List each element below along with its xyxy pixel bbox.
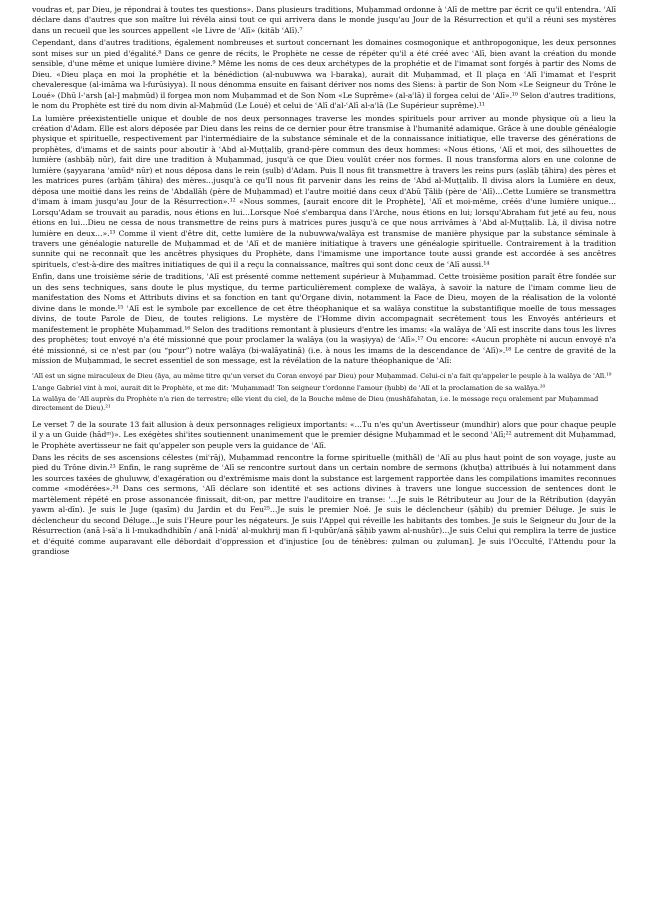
paragraph-ascension: Dans les récits de ses ascensions célestes (miʿrāj), Muḥammad rencontre la forme spirituelle (mithāl) de ʿAlī au plus haut point de son voyage, juste au pied du Trône divin.²³ Enfin, le rang suprême de ʿAlī se rencontre surtout dans un certain nombre de sermons (khuṭba) attribués à lui notamment dans les sources taxées de ghuluww, d'exagération ou d'extrémisme mais dont la substance est largement rapportée dans les compilations imamites reconnues comme «modérées».²⁴ Dans ces sermons, ʿAlī déclare son identité et ses actions divines à travers une longue succession de sentences dont le martèlement répété en prose assonancée finissait, dit-on, par mettre l'auditoire en transe: '…Je suis le Rétributeur au Jour de la Rétribution (dayyān yawm al-dīn). Je suis le Juge (qasīm) du Jardin et du Feu²⁵…Je suis le premier Noé. Je suis le déclencheur (ṣāḥib) du premier Déluge. Je suis le déclencheur du second Déluge…Je suis l'Heure pour les négateurs. Je suis l'Appel qui réveille les habitants des tombes. Je suis le Seigneur du Jour de la Résurrection (anā l-sāʿa li l-mukadhdhibīn / anā l-nidāʾ al-mukhrij man fī l-qubūr/anā ṣāḥib yawm al-nushūr)…Je suis Celui qui remplira la terre de justice et d'équité comme auparavant elle débordait d'oppression et d'injustice [ou de ténèbres: ẓulman ou ẓuluman]. Je suis l'Occulté, l'Attendu pour la grandiose xyxy=(32,452,616,557)
quote-sign: ʿAlī est un signe miraculeux de Dieu (āya, au même titre qu'un verset du Coran envoyé par Dieu) pour Muḥammad. Celui-ci n'a fait qu'appeler le peuple à la walāya de ʿAlī.¹⁹ xyxy=(32,372,612,381)
paragraph-opening: voudras et, par Dieu, je répondrai à toutes tes questions». Dans plusieurs traditions, Muḥammad ordonne à ʿAlī de mettre par écrit ce qu'il entendra. ʿAlī déclare dans d'autres que son maître lui révéla ainsi tout ce qui arrivera dans le monde jusqu'au Jour de la Résurrection et qu'il a réuni ses mystères dans un recueil que les sources appellent «le Livre de ʿAlī» (kitāb ʿAlī).⁷ xyxy=(32,5,616,35)
paragraph-verse: Le verset 7 de la sourate 13 fait allusion à deux personnages religieux importants: «…Tu n'es qu'un Avertisseur (mundhir) alors que pour chaque peuple il y a un Guide (hādᶦⁿ)». Les exégètes shi'ites soutiennent unanimement que le premier désigne Muḥammad et le second ʿAlī;²² autrement dit Muḥammad, le Prophète avertisseur ne fait qu'appeler son peuple vers la guidance de ʿAlī. xyxy=(32,419,616,450)
paragraph-equality: Cependant, dans d'autres traditions, également nombreuses et surtout concernant les domaines cosmogonique et anthropogonique, les deux personnes sont mises sur un pied d'égalité.⁸ Dans ce genre de récits, le Prophète ne cesse de répéter qu'il a été créé avec ʿAlī, bien avant la création du monde sensible, d'une même et unique lumière divine.⁹ Même les noms de ces deux archétypes de la prophétie et de l'imamat sont forgés à partir des Noms de Dieu. «Dieu plaça en moi la prophétie et la bénédiction (al-nubuwwa wa l-baraka), aurait dit Muḥammad, et Il plaça en ʿAlī l'imamat et l'esprit chevaleresque (al-imāma wa l-furūsiyya). Il nous dénomma ensuite en faisant dériver nos noms des Siens: à partir de Son Nom «Le Seigneur du Trône le Loué» (Dhū l-ʿarsh [al-] maḥmūd) il forgea mon nom Muḥammad et de Son Nom «Le Suprême» (al-aʿlā) il forgea celui de ʿAlī».¹⁰ Selon d'autres traditions, le nom du Prophète est tiré du nom divin al-Maḥmūd (Le Loué) et celui de ʿAlī d'al-ʿAlī al-aʿlā (Le Supérieur suprême).¹¹ xyxy=(32,38,616,111)
document-page xyxy=(32,5,616,913)
quote-block xyxy=(32,372,616,413)
quote-walaya: La walāya de ʿAlī auprès du Prophète n'a rien de terrestre; elle vient du ciel, de la Bouche même de Dieu (mushāfahatan, i.e. le message reçu oralement par Muḥammad directement de Dieu).²¹ xyxy=(32,395,599,413)
paragraph-light: La lumière préexistentielle unique et double de nos deux personnages traverse les mondes spirituels pour arriver au monde physique où a lieu la création d'Adam. Elle est alors déposée par Dieu dans les reins de ce dernier pour être transmise à l'humanité adamique. Grâce à une double généalogie physique et spirituelle, respectivement par l'intermédiaire de la substance séminale et de la connaissance initiatique, elle traverse des générations de prophètes, d'imams et de saints pour aboutir à ʿAbd al-Muṭṭalib, grand-père commun des deux hommes: «Nous étions, ʿAlī et moi, des silhouettes de lumière (ashbāḥ nūr), fait dire une tradition à Muḥammad, jusqu'à ce que Dieu voulût créer nos formes. Il nous transforma alors en une colonne de lumière (ṣayyarana ʿamūdᵃ nūr) et nous déposa dans le rein (ṣulb) d'Adam. Puis Il nous fit transmettre à travers les reins purs (aṣlāb ṭāhira) des pères et les matrices pures (arḥām ṭāhira) des mères…jusqu'à ce qu'Il nous fit parvenir dans les reins de ʿAbd al-Muṭṭalib. Il divisa alors la Lumière en deux, déposa une moitié dans les reins de ʿAbdallāh (père de Muḥammad) et l'autre moitié dans ceux d'Abū Ṭālib (père de ʿAlī)…Cette Lumière se transmettra d'imam à imam jusqu'au Jour de la Résurrection».¹² «Nous sommes, [aurait encore dit le Prophète], ʿAlī et moi-même, créés d'une lumière unique… Lorsqu'Adam se trouvait au paradis, nous étions en lui…Lorsque Noé s'embarqua dans l'Arche, nous étions en lui; lorsqu'Abraham fut jeté au feu, nous étions en lui…Dieu ne cessa de nous transmettre de reins purs à matrices pures jusqu'à ce que nous arrivâmes à ʿAbd al-Muṭṭalib. Là, il divisa notre lumière en deux…».¹³ Comme il vient d'être dit, cette lumière de la nubuwwa/walāya est transmise de manière physique par la substance séminale à travers une généalogie naturelle de Muḥammad et de ʿAlī et de manière initiatique à travers une généalogie spirituelle. Contrairement à la tradition sunnite qui ne reconnaît que les ancêtres physiques du Prophète, dans l'imamisme une importance toute aussi grande est accordée à ses ancêtres spirituels, c'est-à-dire des maîtres initiatiques de qui il a reçu la connaissance, maîtres qui sont donc ceux de ʿAlī aussi.¹⁴ xyxy=(32,113,616,269)
paragraph-superiority: Enfin, dans une troisième série de traditions, ʿAlī est présenté comme nettement supérieur à Muḥammad. Cette troisième position paraît être fondée sur un des sens techniques, sans doute le plus mystique, du terme particulièrement complexe de walāya, à savoir la nature de l'imam comme lieu de manifestation des Noms et Attributs divins et sa fonction en tant qu'Organe divin, notamment la Face de Dieu, moyen de la réalisation de la volonté divine dans le monde.¹⁵ ʿAlī est le symbole par excellence de cet être théophanique et sa walāya constitue la substantifique moelle de tous messages divins, de toute Parole de Dieu, de toutes religions. Le mystère de l'Homme divin accompagnait secrètement tous les Envoyés antérieurs et manifestement le prophète Muḥammad.¹⁶ Selon des traditions remontant à plusieurs d'entre les imams: «la walāya de ʿAlī est inscrite dans tous les livres des prophètes; tout envoyé n'a été missionné que pour proclamer la walāya (ou la waṣiyya) de ʿAlī».¹⁷ Ou encore: «Aucun prophète ni aucun envoyé n'a été missionné, si ce n'est par (ou “pour”) notre walāya (bi-walāyatinā) (i.e. à nous les imams de la descendance de ʿAlī)».¹⁸ Le centre de gravité de la mission de Muḥammad, le secret essentiel de son message, est la révélation de la nature théophanique de ʿAlī: xyxy=(32,272,616,365)
quote-gabriel: L'ange Gabriel vint à moi, aurait dit le Prophète, et me dit: 'Muḥammad! Ton seigneur t'ordonne l'amour (ḥubb) de ʿAlī et la proclamation de sa walāya.²⁰ xyxy=(32,383,546,392)
